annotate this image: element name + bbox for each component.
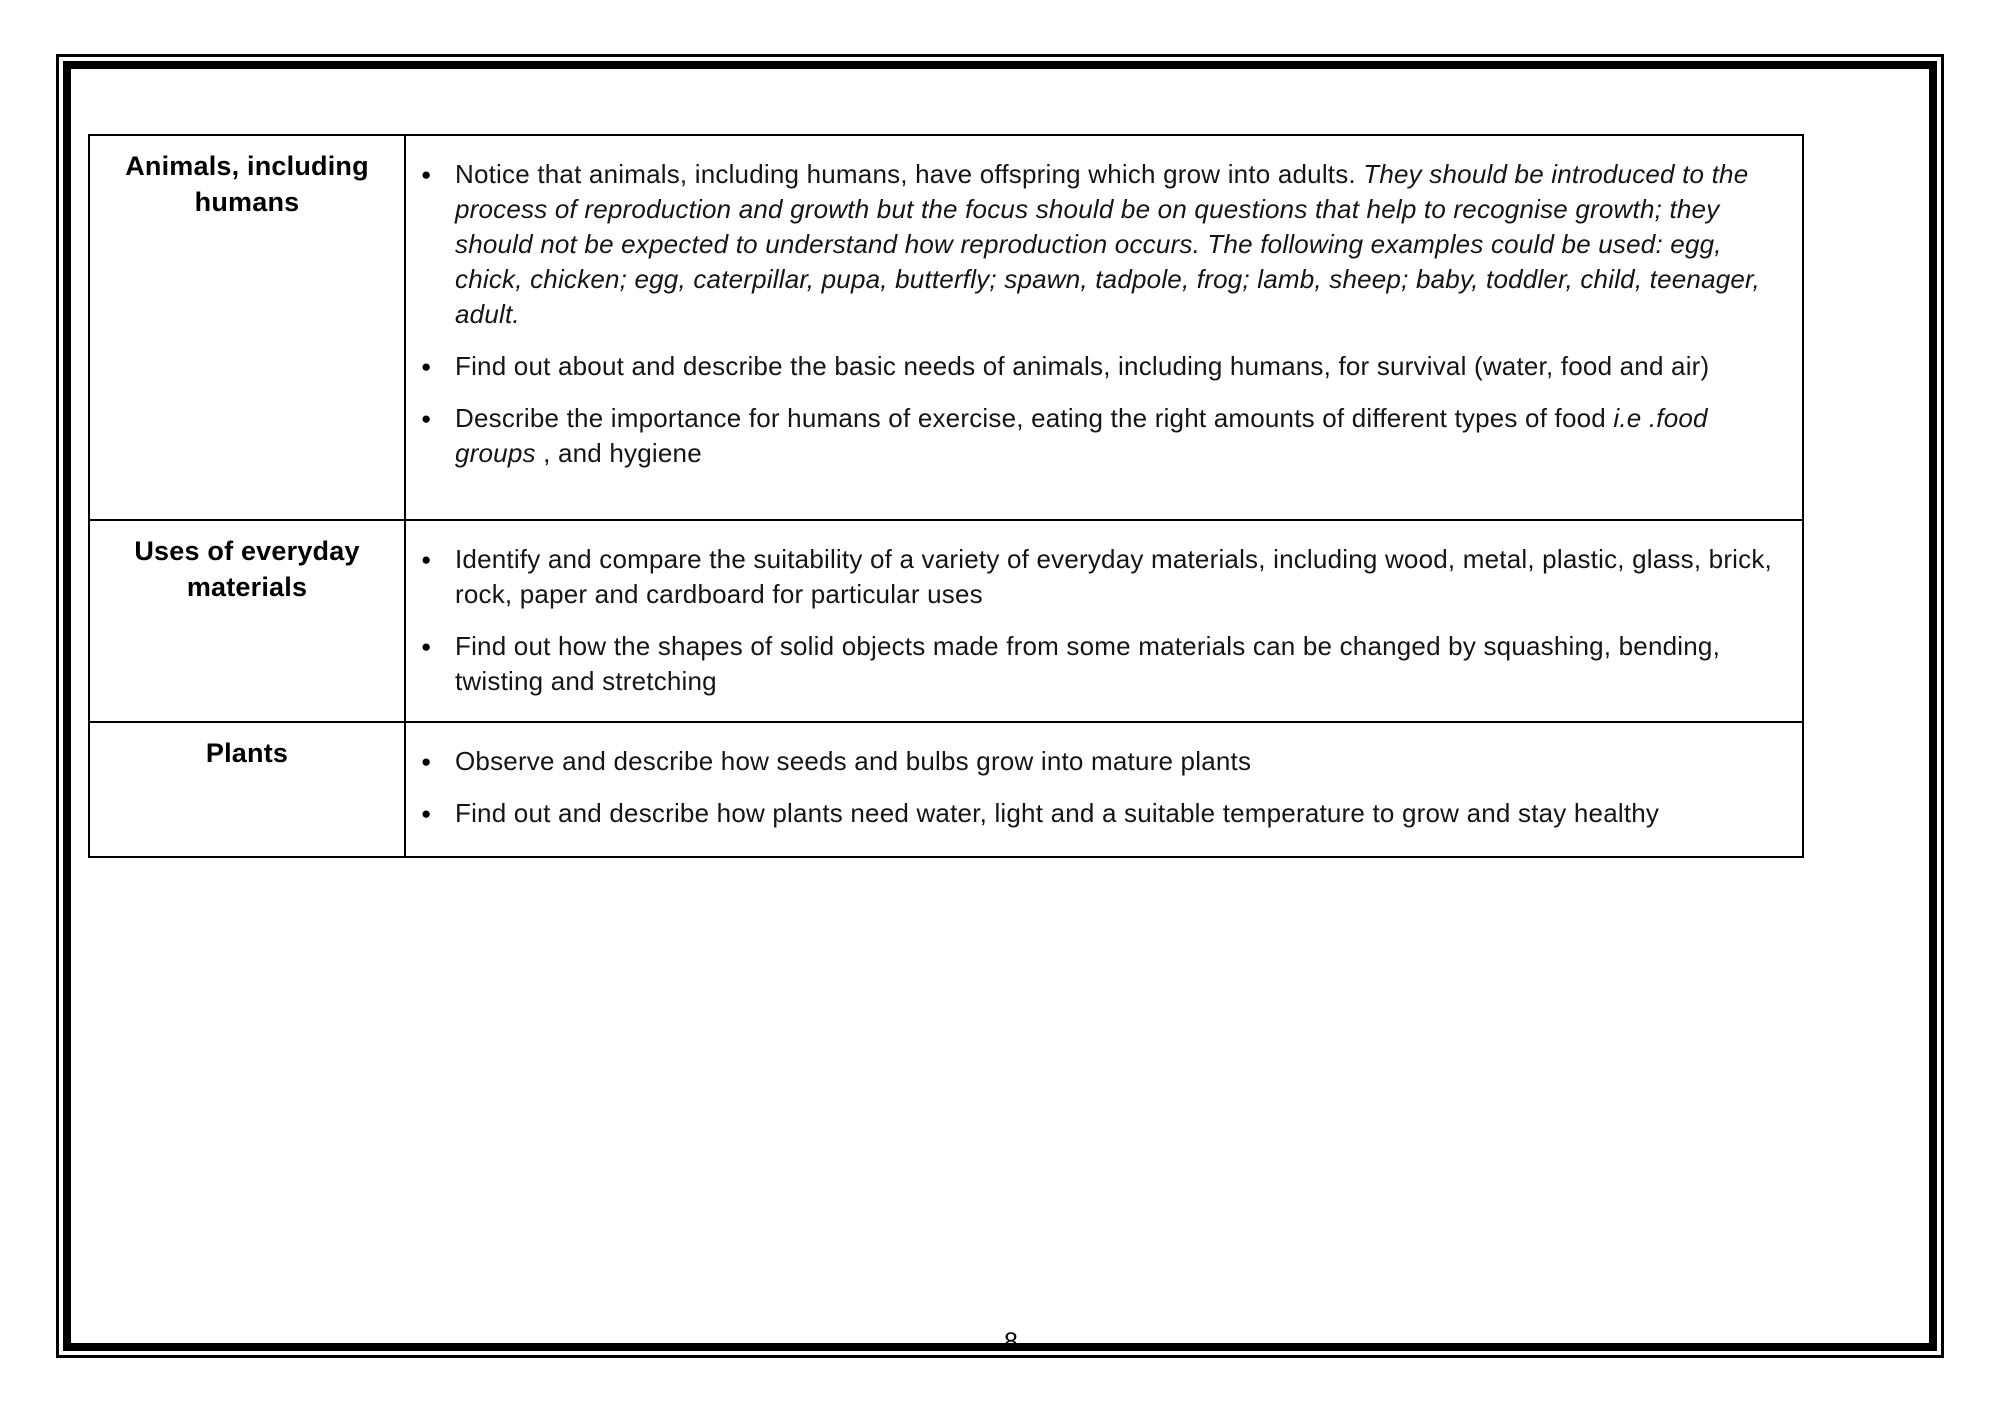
bullet-icon: ●	[421, 637, 432, 656]
topic-cell: Animals, including humans	[90, 136, 406, 519]
bullet-text: Find out about and describe the basic needs of animals, including humans, for survival (water, food and air)	[455, 351, 1710, 381]
bullet-text: Find out and describe how plants need water, light and a suitable temperature to grow and stay healthy	[455, 798, 1660, 828]
bullet-text: Describe the importance for humans of exercise, eating the right amounts of different types of food i.e .food groups , and hygiene	[455, 403, 1708, 468]
bullet-icon: ●	[421, 804, 432, 823]
bullet-icon: ●	[421, 550, 432, 569]
topic-cell: Uses of everyday materials	[90, 521, 406, 721]
bullet-icon: ●	[421, 752, 432, 771]
page-number: 8	[1004, 1328, 1018, 1356]
bullet-text: Notice that animals, including humans, have offspring which grow into adults. They should be introduced to the process of reproduction and growth but the focus should be on questions that help to recognise growth; they should not be expected to understand how reproduction occurs. The following examples could be used: egg, chick, chicken; egg, caterpillar, pupa, butterfly; spawn, tadpole, frog; lamb, sheep; baby, toddler, child, teenager, adult.	[455, 159, 1760, 329]
bullet-text: Observe and describe how seeds and bulbs grow into mature plants	[455, 746, 1252, 776]
bullet-icon: ●	[421, 165, 432, 184]
topic-cell: Plants	[90, 723, 406, 856]
bullet-icon: ●	[421, 357, 432, 376]
page-border-inner	[63, 61, 1937, 1351]
bullet-text: Find out how the shapes of solid objects made from some materials can be changed by squashing, bending, twisting and stretching	[455, 631, 1721, 696]
page-border-outer	[56, 54, 1944, 1358]
bullet-text: Identify and compare the suitability of a variety of everyday materials, including wood, metal, plastic, glass, brick, rock, paper and cardboard for particular uses	[455, 544, 1772, 609]
bullet-icon: ●	[421, 409, 432, 428]
